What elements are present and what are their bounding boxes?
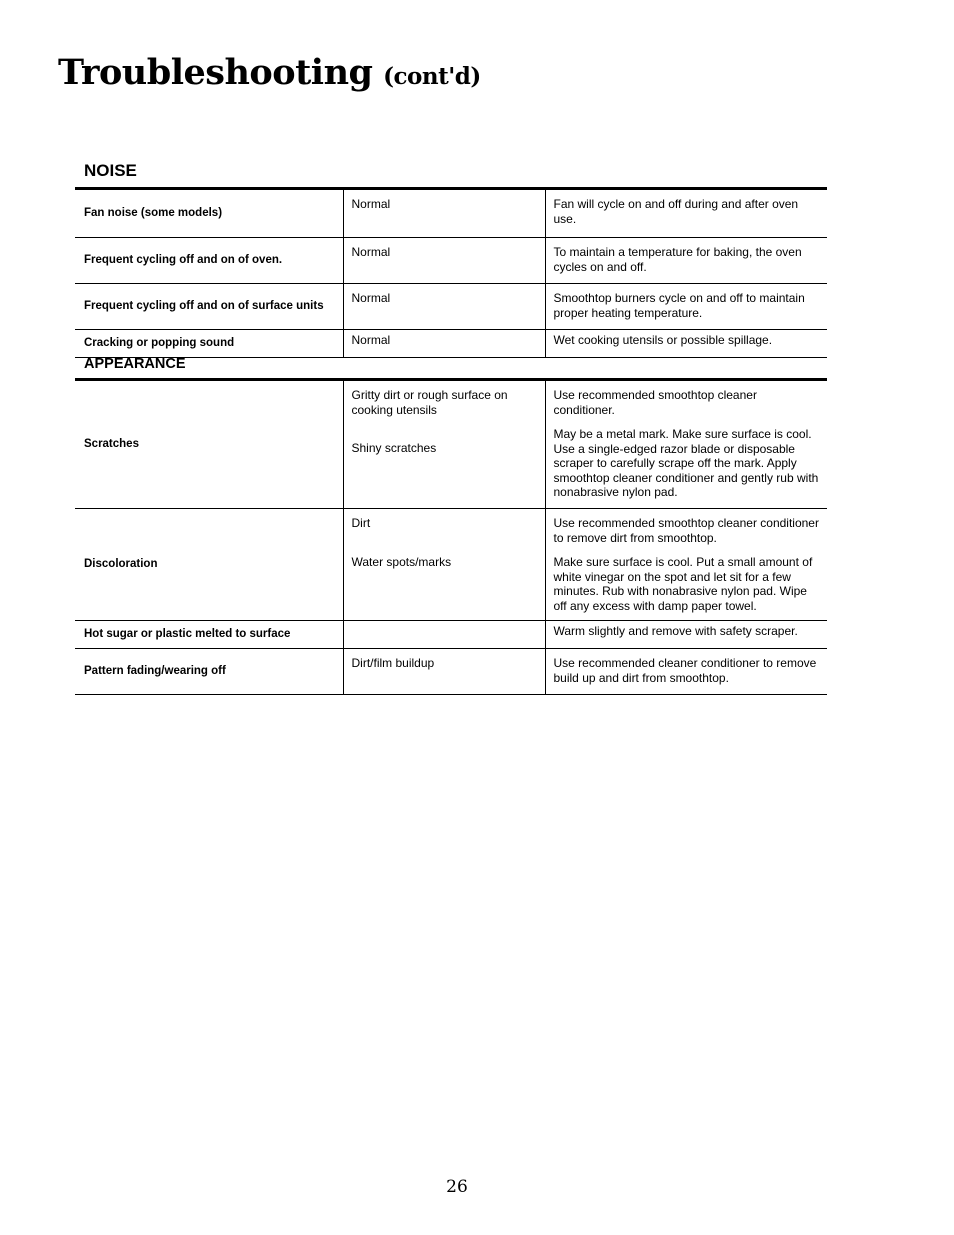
cause-text: Shiny scratches bbox=[351, 441, 437, 455]
cause-text: Gritty dirt or rough surface on cooking utensils bbox=[351, 388, 508, 417]
cause-cell: Normal bbox=[343, 189, 545, 238]
problem-cell: Fan noise (some models) bbox=[75, 189, 343, 238]
solution-cell: Warm slightly and remove with safety scraper. bbox=[545, 621, 827, 649]
page-number: 26 bbox=[446, 1177, 468, 1197]
problem-cell: Frequent cycling off and on of oven. bbox=[75, 238, 343, 284]
cause-cell: Dirt/film buildup bbox=[343, 649, 545, 695]
solution-text: Make sure surface is cool. Put a small amount of white vinegar on the spot and let sit for a few minutes. Rub with nonabrasive nylon pad. Wipe off any excess with damp paper towel. bbox=[553, 555, 813, 613]
solution-cell: Smoothtop burners cycle on and off to maintain proper heating temperature. bbox=[545, 284, 827, 330]
solution-cell: To maintain a temperature for baking, the oven cycles on and off. bbox=[545, 238, 827, 284]
solution-cell: Use recommended cleaner conditioner to remove build up and dirt from smoothtop. bbox=[545, 649, 827, 695]
table-row bbox=[75, 621, 827, 649]
cause-cell bbox=[343, 509, 545, 621]
table-row bbox=[75, 284, 827, 330]
solution-text: Use recommended smoothtop cleaner conditioner to remove dirt from smoothtop. bbox=[553, 516, 819, 545]
table-row bbox=[75, 189, 827, 238]
table-row bbox=[75, 330, 827, 358]
table-row bbox=[75, 380, 827, 509]
solution-text: Use recommended smoothtop cleaner conditioner. bbox=[553, 388, 757, 417]
page-title-subtitle: (cont'd) bbox=[383, 63, 481, 90]
table-row bbox=[75, 649, 827, 695]
cause-text: Water spots/marks bbox=[351, 554, 452, 569]
page-title bbox=[58, 52, 481, 93]
appearance-section-heading: APPEARANCE bbox=[84, 356, 186, 372]
problem-cell: Scratches bbox=[75, 380, 343, 509]
table-row bbox=[75, 238, 827, 284]
solution-cell bbox=[545, 380, 827, 509]
noise-table bbox=[75, 187, 827, 358]
problem-cell: Cracking or popping sound bbox=[75, 330, 343, 358]
solution-cell: Fan will cycle on and off during and after oven use. bbox=[545, 189, 827, 238]
cause-text: Dirt bbox=[351, 516, 371, 530]
solution-cell bbox=[545, 509, 827, 621]
problem-cell: Pattern fading/wearing off bbox=[75, 649, 343, 695]
cause-cell: Normal bbox=[343, 284, 545, 330]
solution-text: May be a metal mark. Make sure surface is cool. Use a single-edged razor blade or disposable scraper to carefully scrape off the mark. Apply smoothtop cleaner conditioner and gently rub with nonabrasive nylon pad. bbox=[553, 427, 819, 499]
problem-cell: Hot sugar or plastic melted to surface bbox=[75, 621, 343, 649]
cause-cell: Normal bbox=[343, 238, 545, 284]
cause-cell bbox=[343, 621, 545, 649]
table-row bbox=[75, 509, 827, 621]
cause-cell: Normal bbox=[343, 330, 545, 358]
solution-cell: Wet cooking utensils or possible spillage. bbox=[545, 330, 827, 358]
cause-cell bbox=[343, 380, 545, 509]
problem-cell: Frequent cycling off and on of surface units bbox=[75, 284, 343, 330]
page-title-main: Troubleshooting bbox=[58, 52, 373, 93]
noise-section-heading: NOISE bbox=[84, 161, 137, 180]
problem-cell: Discoloration bbox=[75, 509, 343, 621]
appearance-table bbox=[75, 378, 827, 695]
